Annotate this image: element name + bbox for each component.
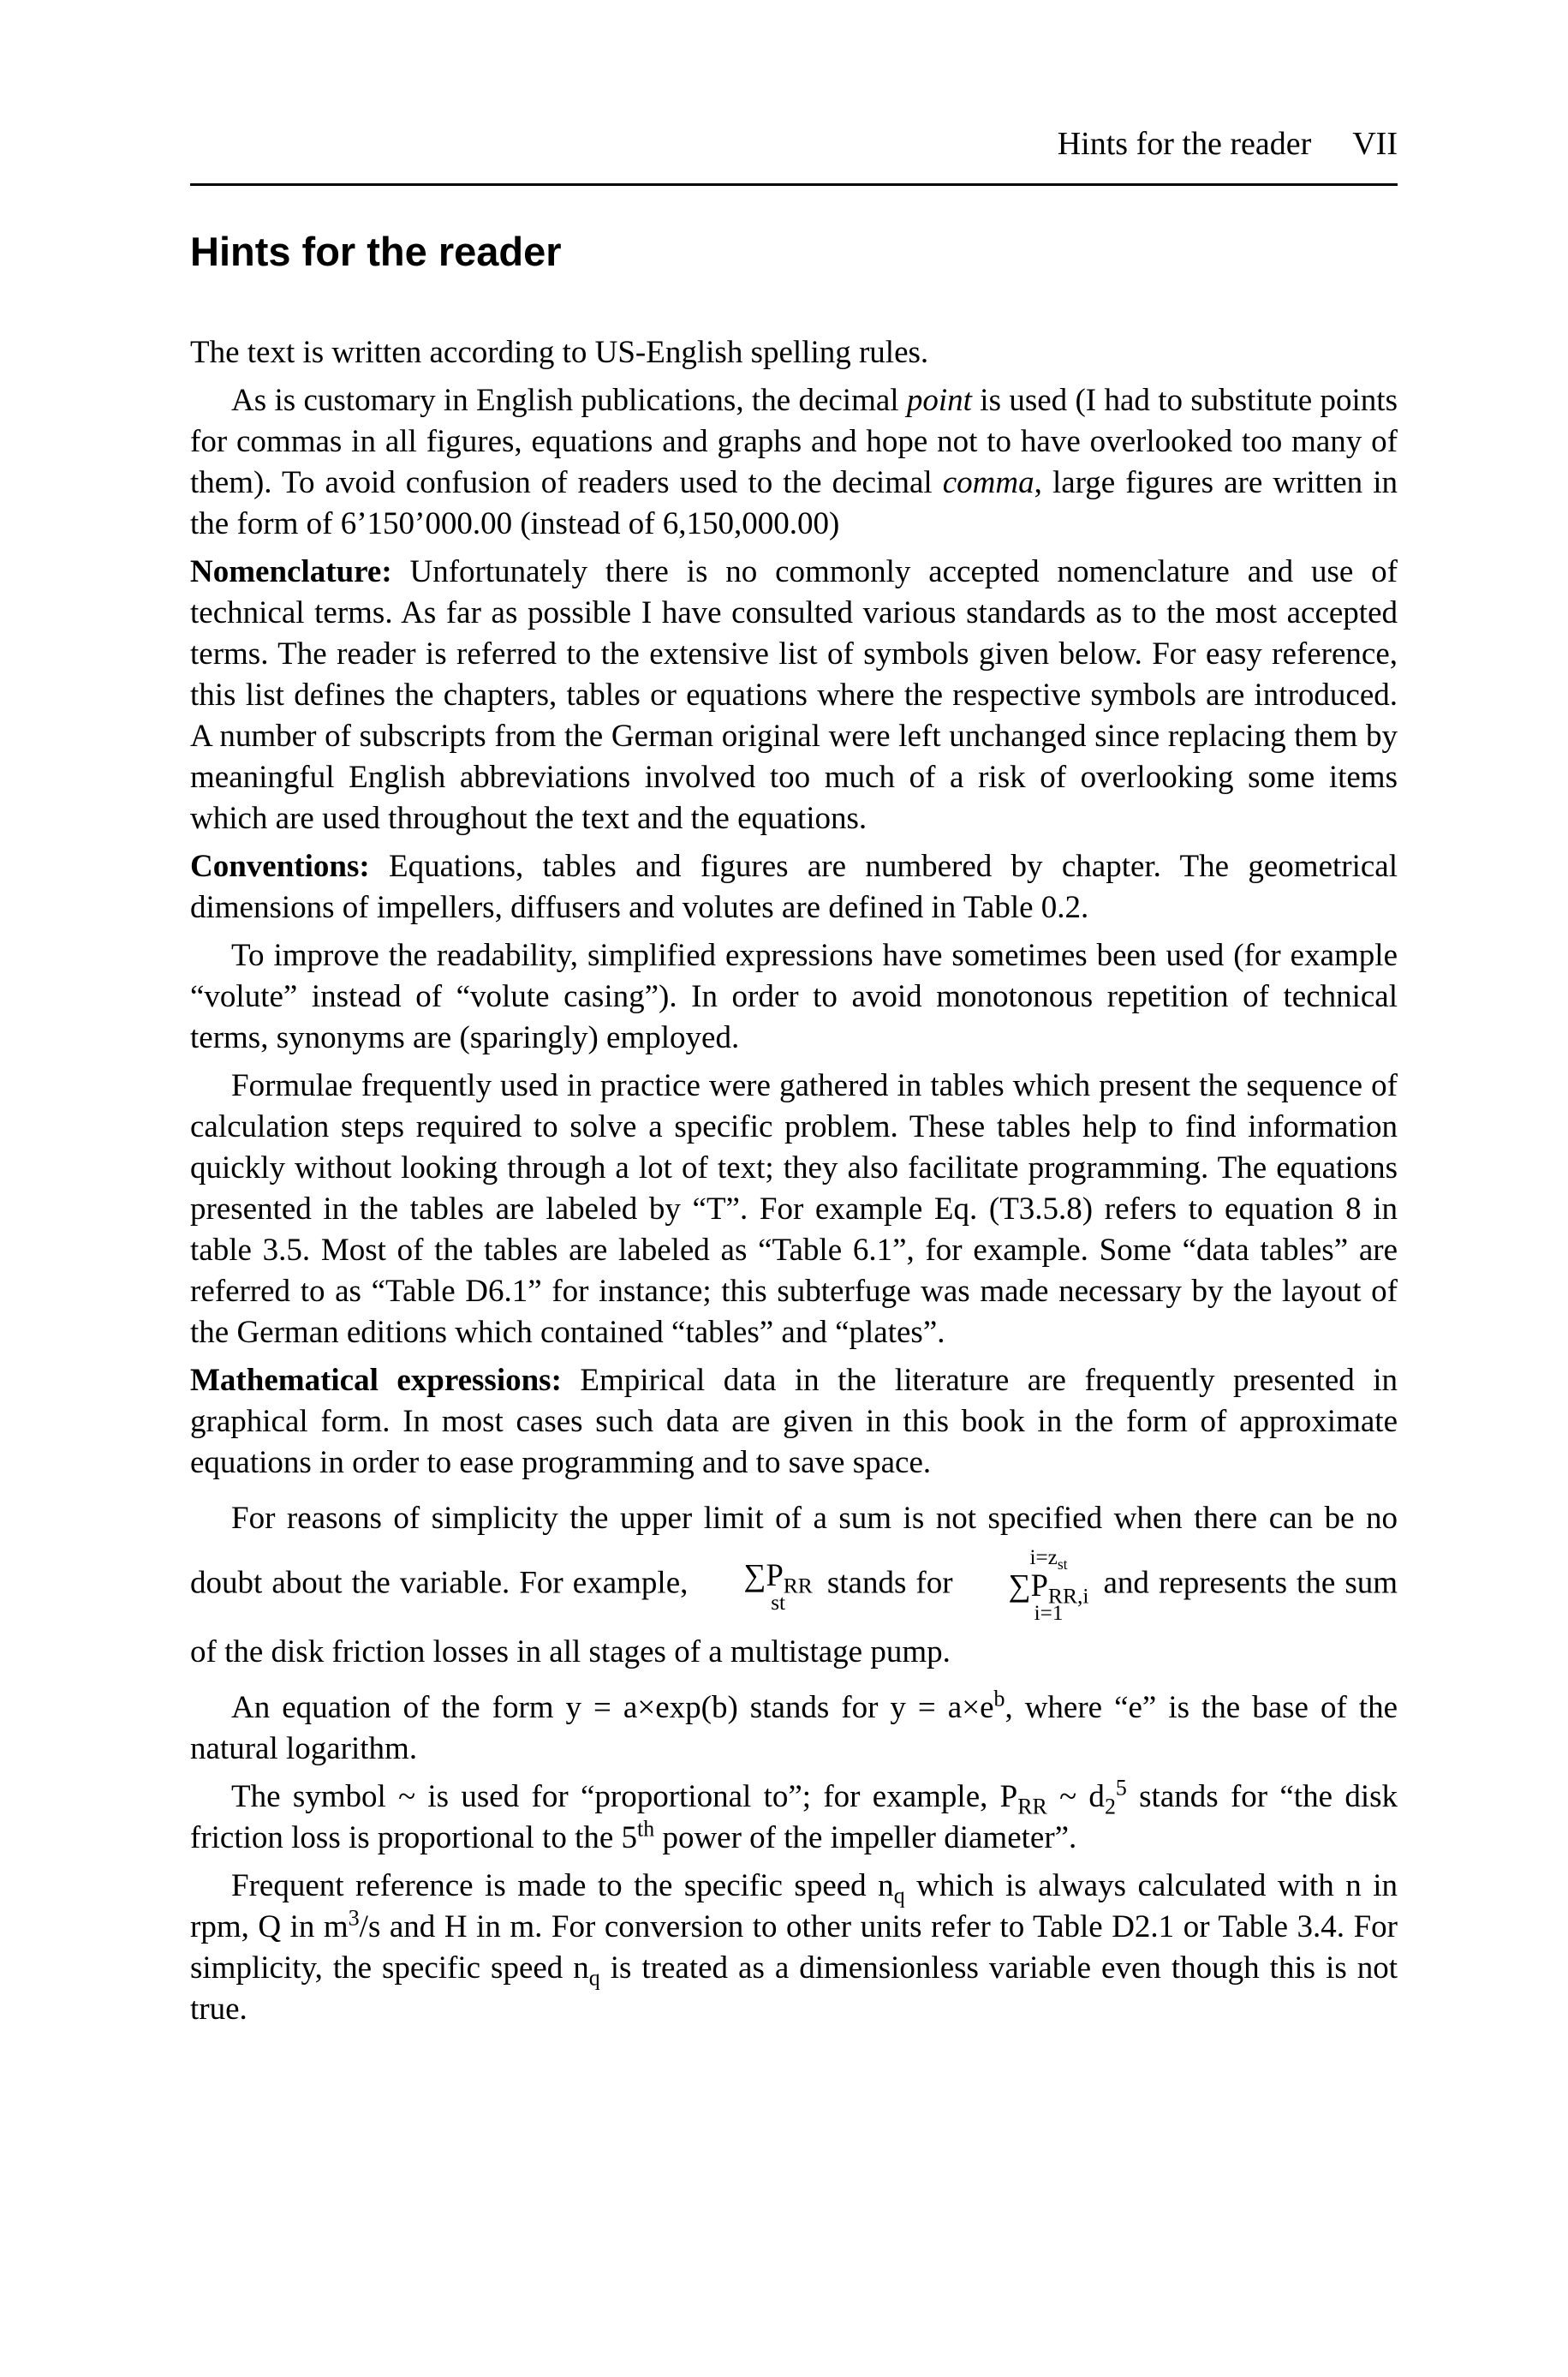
text-span: , where “e” is the base of the natural logarithm. <box>190 1690 1398 1767</box>
text-span: The symbol ~ is used for “proportional to”; for example, P <box>231 1779 1018 1815</box>
text-span: An equation of the form y = a×exp(b) stands for y = a×e <box>231 1690 994 1726</box>
section-lead-conventions: Conventions: <box>190 849 370 884</box>
text-span: Empirical data in the literature are frequently presented in graphical form. In most cases such data are given in this book in the form of approximate equations in order to ease programming and to save space. <box>190 1363 1398 1480</box>
text-span: As is customary in English publications, the decimal <box>231 383 907 418</box>
text-span: stands for “the disk friction loss is proportional to the 5 <box>190 1779 1398 1856</box>
sum-expression-short <box>702 1558 812 1614</box>
sum-lower-limit: st <box>771 1591 786 1615</box>
section-lead-mathematical: Mathematical expressions: <box>190 1363 562 1398</box>
text-span: power of the impeller diameter”. <box>654 1820 1077 1856</box>
subscript: q <box>588 1965 600 1991</box>
running-head-title: Hints for the reader <box>1057 126 1312 162</box>
sum-upper-limit: i=z <box>1029 1546 1058 1569</box>
sum-expression-full <box>968 1547 1089 1624</box>
paragraph-mathematical-expressions <box>190 1360 1398 1484</box>
text-span: For reasons of simplicity the upper limit of a sum is not specified when there can be no doubt about the variable. For example, <box>190 1501 1398 1601</box>
text-span: The text is written according to US-English spelling rules. <box>190 335 929 370</box>
chapter-title: Hints for the reader <box>190 229 562 274</box>
text-span: To improve the readability, simplified expressions have sometimes been used (for example “volute” instead of “volute casing”). In order to avoid monotonous repetition of technical terms, synonyms are (sparingly) employed. <box>190 938 1398 1055</box>
text-span: Unfortunately there is no commonly accepted nomenclature and use of technical terms. As far as possible I have consulted various standards as to the most accepted terms. The reader is referred to the extensive list of symbols given below. For easy reference, this list defines the chapters, tables or equations where the respective symbols are introduced. A number of subscripts from the German original were left unchanged since replacing them by meaningful English abbreviations involved too much of a risk of overlooking some items which are used throughout the text and the equations. <box>190 554 1398 836</box>
paragraph-decimal-point <box>190 380 1398 545</box>
section-lead-nomenclature: Nomenclature: <box>190 554 392 589</box>
paragraph-proportional <box>190 1777 1398 1859</box>
paragraph-sum-notation <box>190 1490 1398 1681</box>
superscript: th <box>637 1817 655 1842</box>
text-span: , large figures are written in the form of 6’150’000.00 (instead of 6,150,000.00) <box>190 465 1398 541</box>
superscript: b <box>993 1687 1005 1712</box>
text-span: Frequent reference is made to the specific speed n <box>231 1868 894 1904</box>
subscript: RR <box>1017 1794 1047 1819</box>
emphasis-point: point <box>906 383 972 418</box>
text-span: Formulae frequently used in practice were gathered in tables which present the sequence of calculation steps required to solve a specific problem. These tables help to find information quickly without looking through a lot of text; they also facilitate programming. The equations presented in the tables are labeled by “T”. For example Eq. (T3.5.8) refers to equation 8 in table 3.5. Most of the tables are labeled as “Table 6.1”, for example. Some “data tables” are referred to as “Table D6.1” for instance; this subterfuge was made necessary by the layout of the German editions which contained “tables” and “plates”. <box>190 1068 1398 1350</box>
paragraph-nomenclature <box>190 552 1398 839</box>
emphasis-comma: comma <box>942 465 1034 500</box>
text-span: stands for <box>817 1565 963 1601</box>
paragraph-specific-speed <box>190 1866 1398 2030</box>
paragraph-spelling <box>190 332 1398 373</box>
text-span: is used (I had to substitute points for commas in all figures, equations and graphs and hope not to have overlooked too many of them). To avoid confusion of readers used to the decimal <box>190 383 1398 500</box>
paragraph-formulae <box>190 1066 1398 1353</box>
paragraph-readability <box>190 935 1398 1059</box>
subscript: q <box>893 1883 905 1908</box>
sum-upper-subscript: st <box>1057 1556 1068 1574</box>
text-span: ~ d <box>1046 1779 1105 1815</box>
superscript: 5 <box>1115 1776 1127 1801</box>
text-span: Equations, tables and figures are numbered by chapter. The geometrical dimensions of impellers, diffusers and volutes are defined in Table 0.2. <box>190 849 1398 925</box>
sum-subscript: RR,i <box>1047 1583 1089 1609</box>
body-text <box>190 332 1398 2037</box>
superscript: 3 <box>348 1906 360 1932</box>
sum-lower-limit: i=1 <box>1034 1602 1064 1626</box>
page-number: VII <box>1352 126 1398 162</box>
header-rule <box>190 183 1398 186</box>
paragraph-exp-notation <box>190 1687 1398 1770</box>
text-span: which is always calculated with n in rpm, Q in m <box>190 1868 1398 1945</box>
running-head <box>1058 125 1398 163</box>
sum-subscript: RR <box>783 1572 813 1598</box>
subscript: 2 <box>1104 1794 1116 1819</box>
paragraph-conventions <box>190 846 1398 929</box>
text-span: /s and H in m. For conversion to other units refer to Table D2.1 or Table 3.4. For simplicity, the specific speed n <box>190 1909 1398 1986</box>
text-span: and represents the sum of the disk friction losses in all stages of a multistage pump. <box>190 1565 1398 1670</box>
text-span: is treated as a dimensionless variable even though this is not true. <box>190 1950 1398 2028</box>
sum-symbol: ∑P <box>743 1556 784 1592</box>
sum-symbol: ∑P <box>1008 1568 1048 1604</box>
